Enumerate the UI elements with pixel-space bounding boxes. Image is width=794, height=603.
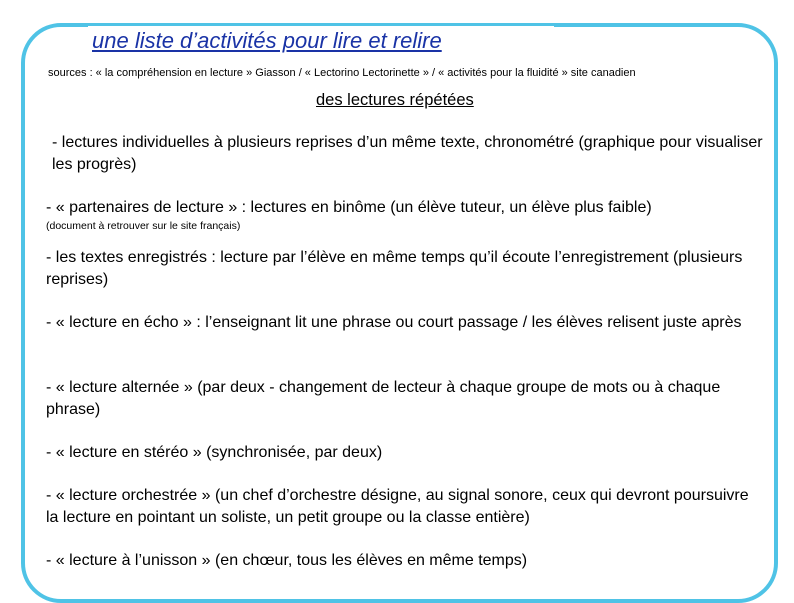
activity-item-alternate: - « lecture alternée » (par deux - changement de lecteur à chaque groupe de mots ou à chaque phrase) [46, 379, 721, 418]
activity-item-orchestrated: - « lecture orchestrée » (un chef d’orchestre désigne, au signal sonore, ceux qui devront poursuivre la lecture en pointant un soliste, un petit groupe ou la classe entière) [46, 487, 749, 526]
activity-item-stereo: - « lecture en stéréo » (synchronisée, par deux) [46, 444, 383, 461]
activity-item-individual: - lectures individuelles à plusieurs reprises d’un même texte, chronométré (graphique pour visualiser les progrès) [52, 134, 763, 173]
document-note: (document à retrouver sur le site français) [46, 220, 241, 232]
page-title: une liste d’activités pour lire et relire [92, 28, 442, 53]
activity-item-unison: - « lecture à l’unisson » (en chœur, tous les élèves en même temps) [46, 552, 528, 569]
activity-item-recorded: - les textes enregistrés : lecture par l’élève en même temps qu’il écoute l’enregistrement (plusieurs reprises) [46, 249, 743, 288]
section-subtitle: des lectures répétées [316, 91, 474, 109]
activity-item-echo: - « lecture en écho » : l’enseignant lit une phrase ou court passage / les élèves relisent juste après [46, 314, 742, 331]
sources-line: sources : « la compréhension en lecture » Giasson / « Lectorino Lectorinette » / « activités pour la fluidité » site canadien [48, 67, 636, 79]
activity-item-partners: - « partenaires de lecture » : lectures en binôme (un élève tuteur, un élève plus faible) [46, 199, 652, 216]
